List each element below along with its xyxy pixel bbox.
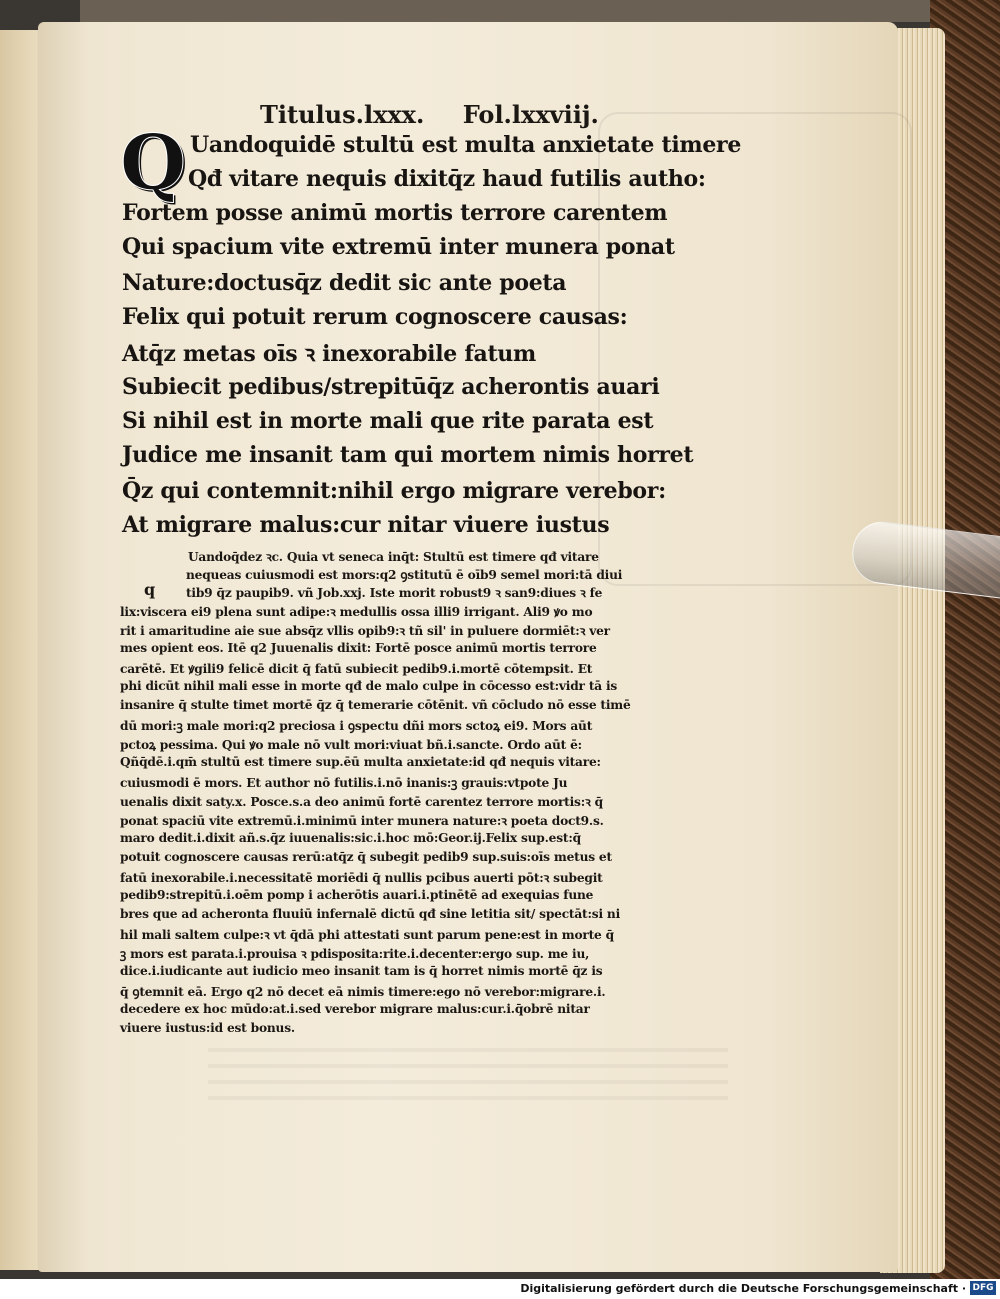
verse-line: At migrare malus:cur nitar viuere iustus xyxy=(122,512,610,538)
verse-line: Subiecit pedibus/strepitūq̄z acherontis auari xyxy=(122,374,660,400)
gloss-line: cuiusmodi ē mors. Et author nō futilis.i.nō inanis:ꝫ grauis:vtpote Ju xyxy=(120,776,568,790)
folio-number: Fol.lxxviij. xyxy=(462,100,599,129)
gloss-line: mes opient eos. Itē q2 Juuenalis dixit: Fortē posce animū mortis terrore xyxy=(120,641,597,655)
gloss-line: uenalis dixit saty.x. Posce.s.a deo animū fortē carentez terrore mortis:ꝛ q̄ xyxy=(120,795,603,809)
gloss-line: dū mori:ꝫ male mori:q2 preciosa i ꝯspectu dñi mors sctoꝝ ei9. Mors aūt xyxy=(120,719,593,733)
verse-line: Qui spacium vite extremū inter munera ponat xyxy=(122,234,675,260)
gloss-line: potuit cognoscere causas rerū:atq̄z q̄ subegit pedib9 sup.suis:oīs metus et xyxy=(120,850,612,864)
text-show-through xyxy=(208,1040,728,1100)
book-cover-top xyxy=(80,0,980,22)
gloss-line: viuere iustus:id est bonus. xyxy=(120,1021,295,1035)
gloss-line: decedere ex hoc mūdo:at.i.sed verebor migrare malus:cur.i.q̄obrē nitar xyxy=(120,1002,590,1016)
running-header xyxy=(260,100,600,136)
verse-line: Uandoquidē stultū est multa anxietate timere xyxy=(190,132,742,158)
verse-line: Felix qui potuit rerum cognoscere causas: xyxy=(122,304,628,330)
gloss-line: maro dedit.i.dixit añ.s.q̄z iuuenalis:sic.i.hoc mō:Geor.ij.Felix sup.est:q̄ xyxy=(120,831,581,845)
gloss-line: Qñq̄dē.i.qm̄ stultū est timere sup.ēū multa anxietate:id qđ nequis vitare: xyxy=(120,755,601,769)
gloss-initial: q xyxy=(144,580,156,599)
verse-line: Atq̄z metas oīs ꝛ inexorabile fatum xyxy=(122,341,536,367)
gloss-line: bres que ad acheronta fluuiū infernalē dictū qđ sine letitia sit/ spectāt:si ni xyxy=(120,907,621,921)
dfg-logo: DFG xyxy=(970,1281,996,1295)
gloss-line: nequeas cuiusmodi est mors:q2 ꝯstitutū ē oīb9 semel mori:tā diui xyxy=(186,568,623,582)
drop-cap-initial: Q xyxy=(120,118,187,207)
gloss-line: tib9 q̄z paupib9. vñ Job.xxj. Iste morit robust9 ꝛ san9:diues ꝛ fe xyxy=(186,586,603,600)
gloss-line: pctoꝝ pessima. Qui ꝟo male nō vult mori:viuat bñ.i.sancte. Ordo aūt ē: xyxy=(120,738,582,752)
gloss-line: lix:viscera ei9 plena sunt adipe:ꝛ medullis ossa illi9 irrigant. Ali9 ꝟo mo xyxy=(120,605,593,619)
gloss-line: fatū inexorabile.i.necessitatē moriēdi q̄ nullis pcibus auerti pōt:ꝛ subegit xyxy=(120,871,603,885)
gloss-line: hil mali saltem culpe:ꝛ vt q̄dā phi attestati sunt parum pene:est in morte q̄ xyxy=(120,928,614,942)
gloss-line: phi dicūt nihil mali esse in morte qđ de malo culpe in cōcesso est:vidr tā is xyxy=(120,679,618,693)
gloss-line: pedib9:strepitū.i.oēm pomp i acherōtis auari.i.ptinētē ad exequias fune xyxy=(120,888,594,902)
verse-line: Qđ vitare nequis dixitq̄z haud futilis autho: xyxy=(188,166,706,192)
title-label: Titulus.lxxx. xyxy=(260,100,425,129)
gloss-line: rit i amaritudine aie sue absq̄z vllis opib9:ꝛ tñ sil' in puluere dormiēt:ꝛ ver xyxy=(120,624,610,638)
gloss-line: Uandoq̄dez ꝛc. Quia vt seneca inq̄t: Stultū est timere qđ vitare xyxy=(188,550,599,564)
gloss-line: q̄ ꝯtemnit eā. Ergo q2 nō decet eā nimis timere:ego nō verebor:migrare.i. xyxy=(120,985,606,999)
gloss-line: carētē. Et ꝟgili9 felicē dicit q̄ fatū subiecit pedib9.i.mortē cōtempsit. Et xyxy=(120,662,593,676)
verse-line: Si nihil est in morte mali que rite parata est xyxy=(122,408,654,434)
gloss-line: ponat spaciū vite extremū.i.minimū inter munera nature:ꝛ poeta doct9.s. xyxy=(120,814,604,828)
funding-credit: Digitalisierung gefördert durch die Deutsche Forschungsgemeinschaft · xyxy=(520,1282,966,1295)
verse-line: Nature:doctusq̄z dedit sic ante poeta xyxy=(122,270,567,296)
gloss-line: dice.i.iudicante aut iudicio meo insanit tam is q̄ horret nimis mortē q̄z is xyxy=(120,964,603,978)
verse-line: Fortem posse animū mortis terrore carentem xyxy=(122,200,668,226)
verse-line: Judice me insanit tam qui mortem nimis horret xyxy=(122,442,694,468)
verse-line: Q̄z qui contemnit:nihil ergo migrare verebor: xyxy=(122,478,666,504)
gloss-line: insanire q̄ stulte timet mortē q̄z q̄ temerarie cōtēnit. vñ cōcludo nō esse timē xyxy=(120,698,631,712)
gloss-line: ꝫ mors est parata.i.prouisa ꝛ pdisposita:rite.i.decenter:ergo sup. me iu, xyxy=(120,947,590,961)
